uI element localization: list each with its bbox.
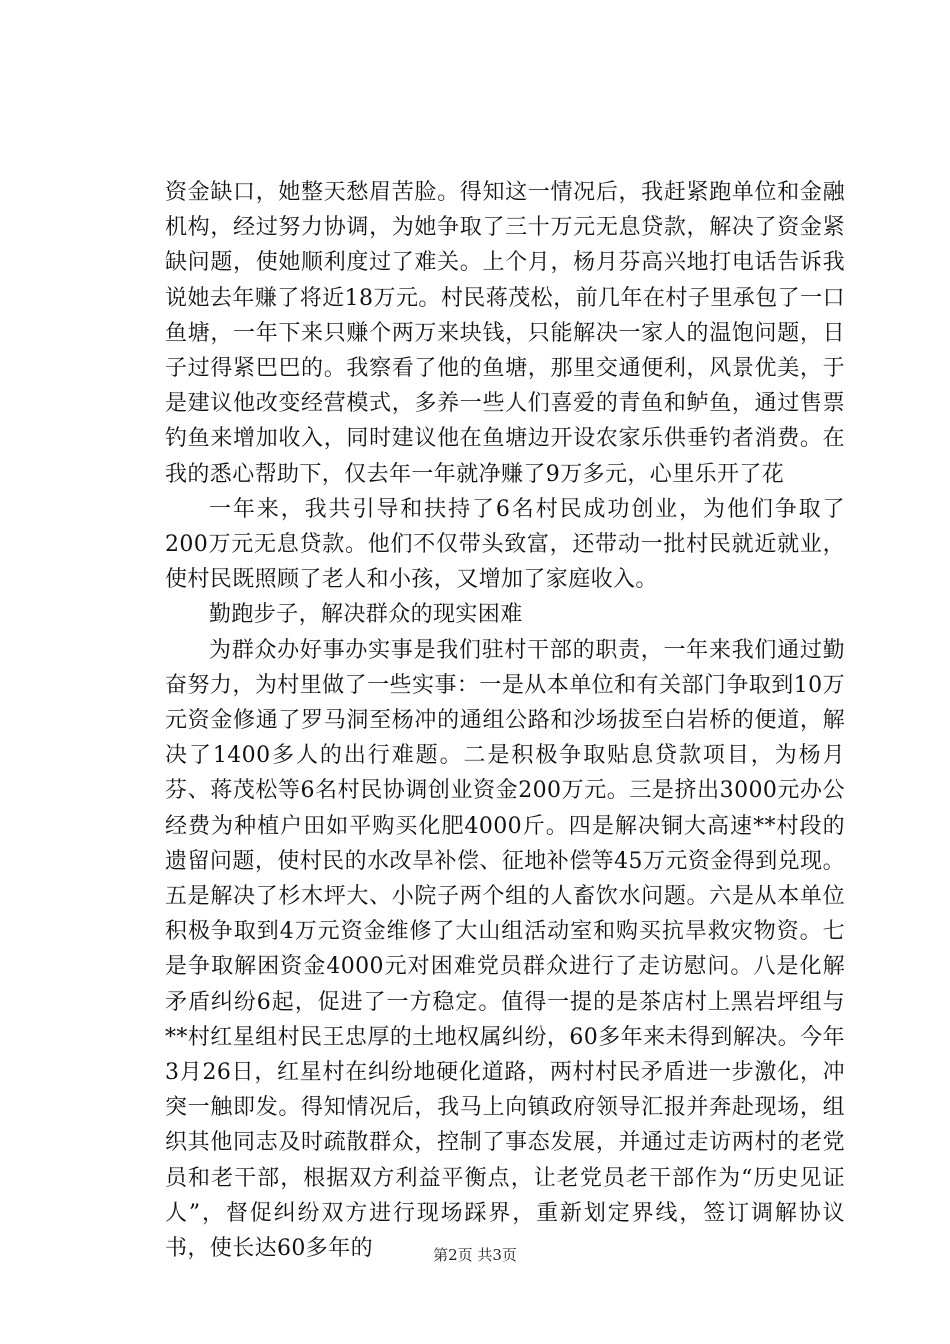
paragraph-entrepreneurship-summary: 一年来，我共引导和扶持了6名村民成功创业，为他们争取了200万元无息贷款。他们不仅带头致富，还带动一批村民就近就业，使村民既照顾了老人和小孩，又增加了家庭收入。	[165, 496, 845, 593]
paragraph-continued: 资金缺口，她整天愁眉苦脸。得知这一情况后，我赶紧跑单位和金融机构，经过努力协调，为她争取了三十万元无息贷款，解决了资金紧缺问题，使她顺利度过了难关。上个月，杨月芬高兴地打电话告诉我说她去年赚了将近18万元。村民蒋茂松，前几年在村子里承包了一口鱼塘，一年下来只赚个两万来块钱，只能解决一家人的温饱问题，日子过得紧巴巴的。我察看了他的鱼塘，那里交通便利，风景优美，于是建议他改变经营模式，多养一些人们喜爱的青鱼和鲈鱼，通过售票钓鱼来增加收入，同时建议他在鱼塘边开设农家乐供垂钓者消费。在我的悉心帮助下，仅去年一年就净赚了9万多元，心里乐开了花	[165, 180, 845, 487]
document-body	[165, 175, 845, 1266]
paragraph-practical-work: 为群众办好事办实事是我们驻村干部的职责，一年来我们通过勤奋努力，为村里做了一些实事：一是从本单位和有关部门争取到10万元资金修通了罗马洞至杨冲的通组公路和沙场拔至白岩桥的便道，解决了1400多人的出行难题。二是积极争取贴息贷款项目，为杨月芬、蒋茂松等6名村民协调创业资金200万元。三是挤出3000元办公经费为种植户田如平购买化肥4000斤。四是解决铜大高速**村段的遗留问题，使村民的水改旱补偿、征地补偿等45万元资金得到兑现。五是解决了杉木坪大、小院子两个组的人畜饮水问题。六是从本单位积极争取到4万元资金维修了大山组活动室和购买抗旱救灾物资。七是争取解困资金4000元对困难党员群众进行了走访慰问。八是化解矛盾纠纷6起，促进了一方稳定。值得一提的是茶店村上黑岩坪组与**村红星组村民王忠厚的土地权属纠纷，60多年来未得到解决。今年3月26日，红星村在纠纷地硬化道路，两村村民矛盾进一步激化，冲突一触即发。得知情况后，我马上向镇政府领导汇报并奔赴现场，组织其他同志及时疏散群众，控制了事态发展，并通过走访两村的老党员和老干部，根据双方利益平衡点，让老党员老干部作为“历史见证人”，督促纠纷双方进行现场踩界，重新划定界线，签订调解协议书，使长达60多年的	[165, 637, 845, 1262]
page-number-footer: 第2页 共3页	[433, 1246, 517, 1264]
section-heading: 勤跑步子，解决群众的现实困难	[209, 602, 523, 628]
